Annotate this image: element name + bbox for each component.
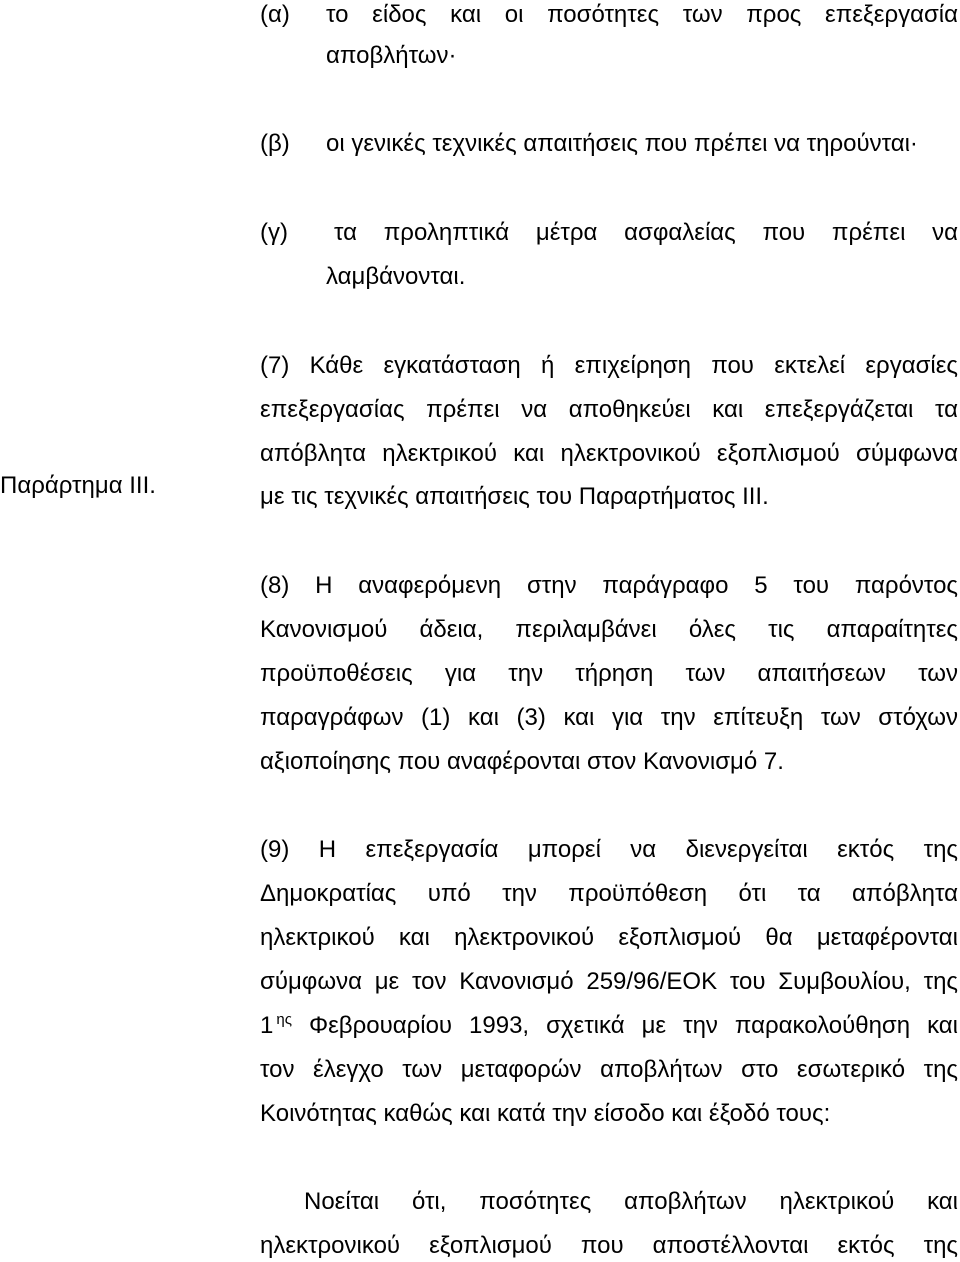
paragraph-9-line: Κοινότητας καθώς και κατά την είσοδο και έξοδό τους: [260, 1100, 831, 1127]
paragraph-8-line: αξιοποίησης που αναφέρονται στον Κανονισμό 7. [260, 748, 784, 775]
proviso-line: ηλεκτρονικού εξοπλισμού που αποστέλλονται εκτός της [260, 1232, 958, 1259]
list-item-a-line-2: αποβλήτων· [326, 42, 457, 69]
list-item-c-line-2: λαμβάνονται. [326, 263, 466, 290]
paragraph-8-line: Κανονισμού άδεια, περιλαμβάνει όλες τις απαραίτητες [260, 616, 958, 643]
list-label-b: (β) [260, 130, 290, 157]
paragraph-9-date-line [260, 1011, 958, 1041]
paragraph-9-line: τον έλεγχο των μεταφορών αποβλήτων στο εσωτερικό της [260, 1056, 958, 1083]
list-item-c-line-1: τα προληπτικά μέτρα ασφαλείας που πρέπει να [334, 219, 958, 246]
list-label-c: (γ) [260, 219, 288, 246]
margin-note: Παράρτημα ΙΙΙ. [0, 472, 156, 499]
paragraph-9-line: ηλεκτρικού και ηλεκτρονικού εξοπλισμού θα μεταφέρονται [260, 924, 958, 951]
paragraph-7-line: επεξεργασίας πρέπει να αποθηκεύει και επεξεργάζεται τα [260, 396, 958, 423]
list-item-a-line-1: το είδος και οι ποσότητες των προς επεξεργασία [326, 1, 958, 28]
paragraph-7-line: απόβλητα ηλεκτρικού και ηλεκτρονικού εξοπλισμού σύμφωνα [260, 440, 958, 467]
paragraph-9-line: Δημοκρατίας υπό την προϋπόθεση ότι τα απόβλητα [260, 880, 958, 907]
paragraph-8-line: προϋποθέσεις για την τήρηση των απαιτήσεων των [260, 660, 958, 687]
paragraph-9-line: σύμφωνα με τον Κανονισμό 259/96/ΕΟΚ του Συμβουλίου, της [260, 968, 958, 995]
paragraph-8-line: (8) Η αναφερόμενη στην παράγραφο 5 του παρόντος [260, 572, 958, 599]
date-day-number: 1 [260, 1012, 274, 1039]
list-item-b-line-1: οι γενικές τεχνικές απαιτήσεις που πρέπει να τηρούνται· [326, 130, 918, 157]
date-ordinal-superscript: ης [276, 1011, 292, 1028]
paragraph-7-line: με τις τεχνικές απαιτήσεις του Παραρτήματος ΙΙΙ. [260, 483, 769, 510]
paragraph-8-line: παραγράφων (1) και (3) και για την επίτευξη των στόχων [260, 704, 958, 731]
list-label-a: (α) [260, 1, 290, 28]
proviso-line: Νοείται ότι, ποσότητες αποβλήτων ηλεκτρικού και [304, 1188, 958, 1215]
paragraph-7-line: (7) Κάθε εγκατάσταση ή επιχείρηση που εκτελεί εργασίες [260, 352, 958, 379]
date-line-text: Φεβρουαρίου 1993, σχετικά με την παρακολούθηση και [308, 1012, 958, 1039]
paragraph-9-line: (9) Η επεξεργασία μπορεί να διενεργείται εκτός της [260, 836, 958, 863]
